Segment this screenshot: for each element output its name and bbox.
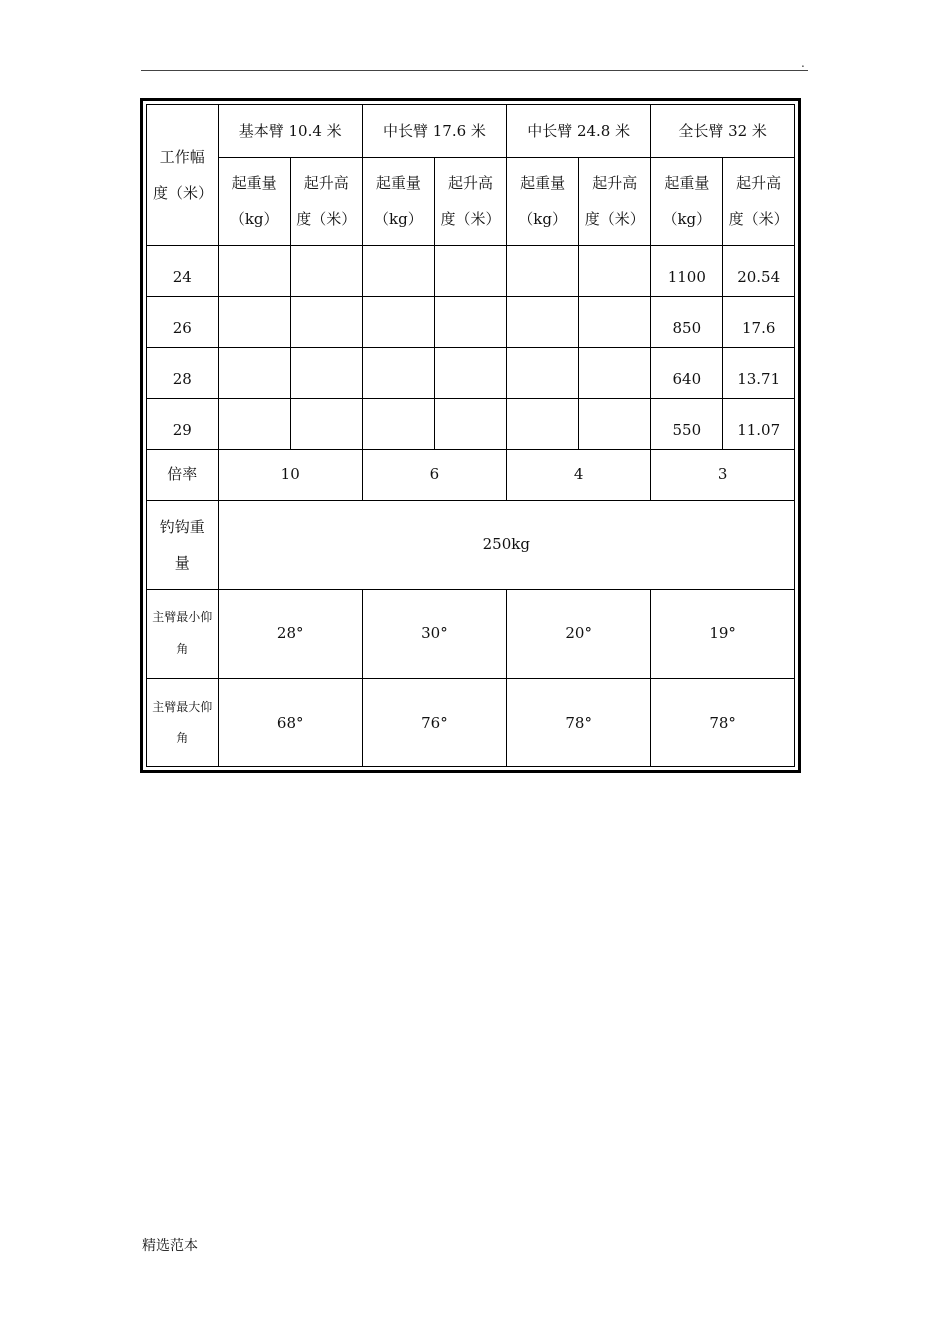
- table-row: [147, 347, 794, 398]
- table-row: [147, 398, 794, 449]
- ratio-row: [147, 449, 794, 500]
- value-cell: [218, 296, 290, 347]
- crane-load-table-frame: [140, 98, 801, 773]
- ratio-value: 4: [507, 449, 651, 500]
- value-cell: 11.07: [723, 398, 794, 449]
- value-cell: [434, 245, 506, 296]
- angle-value: 30°: [362, 589, 506, 678]
- min-angle-row: [147, 589, 794, 678]
- header-rule: [141, 70, 808, 71]
- value-cell: [579, 245, 651, 296]
- value-cell: [290, 398, 362, 449]
- ratio-value: 10: [218, 449, 362, 500]
- value-cell: [434, 347, 506, 398]
- value-cell: 850: [651, 296, 723, 347]
- hook-weight-row: [147, 500, 794, 589]
- value-cell: [290, 347, 362, 398]
- height-header: 起升高 度（米）: [579, 157, 651, 245]
- height-header: 起升高 度（米）: [434, 157, 506, 245]
- angle-value: 68°: [218, 678, 362, 767]
- load-header: 起重量 （kg）: [651, 157, 723, 245]
- angle-value: 78°: [507, 678, 651, 767]
- value-cell: 1100: [651, 245, 723, 296]
- table-row: [147, 245, 794, 296]
- value-cell: [434, 296, 506, 347]
- value-cell: [218, 347, 290, 398]
- angle-value: 78°: [651, 678, 794, 767]
- radius-cell: 26: [147, 296, 218, 347]
- max-angle-label: 主臂最大仰角: [147, 678, 218, 767]
- value-cell: [579, 296, 651, 347]
- value-cell: 17.6: [723, 296, 794, 347]
- value-cell: [507, 398, 579, 449]
- value-cell: 20.54: [723, 245, 794, 296]
- max-angle-row: [147, 678, 794, 767]
- value-cell: [362, 347, 434, 398]
- sub-header-row: [147, 157, 794, 245]
- load-header: 起重量 （kg）: [507, 157, 579, 245]
- value-cell: [434, 398, 506, 449]
- ratio-value: 3: [651, 449, 794, 500]
- value-cell: [218, 245, 290, 296]
- value-cell: 550: [651, 398, 723, 449]
- hook-weight-label: 钓钩重量: [147, 500, 218, 589]
- value-cell: [218, 398, 290, 449]
- radius-cell: 28: [147, 347, 218, 398]
- boom-header-2: 中长臂 17.6 米: [362, 105, 506, 157]
- hook-weight-value: 250kg: [218, 500, 794, 589]
- min-angle-label: 主臂最小仰角: [147, 589, 218, 678]
- boom-header-3: 中长臂 24.8 米: [507, 105, 651, 157]
- angle-value: 28°: [218, 589, 362, 678]
- angle-value: 76°: [362, 678, 506, 767]
- boom-header-1: 基本臂 10.4 米: [218, 105, 362, 157]
- value-cell: [507, 347, 579, 398]
- angle-value: 19°: [651, 589, 794, 678]
- radius-cell: 29: [147, 398, 218, 449]
- load-header: 起重量 （kg）: [362, 157, 434, 245]
- table-row: [147, 296, 794, 347]
- value-cell: [362, 296, 434, 347]
- header-mark: .: [801, 56, 805, 70]
- boom-header-4: 全长臂 32 米: [651, 105, 794, 157]
- value-cell: [579, 347, 651, 398]
- value-cell: [507, 245, 579, 296]
- ratio-label: 倍率: [147, 449, 218, 500]
- height-header: 起升高 度（米）: [290, 157, 362, 245]
- value-cell: 13.71: [723, 347, 794, 398]
- angle-value: 20°: [507, 589, 651, 678]
- crane-load-table: [147, 105, 794, 767]
- value-cell: [362, 245, 434, 296]
- load-header: 起重量 （kg）: [218, 157, 290, 245]
- value-cell: [362, 398, 434, 449]
- value-cell: 640: [651, 347, 723, 398]
- height-header: 起升高 度（米）: [723, 157, 794, 245]
- ratio-value: 6: [362, 449, 506, 500]
- value-cell: [290, 296, 362, 347]
- value-cell: [579, 398, 651, 449]
- boom-header-row: [147, 105, 794, 157]
- corner-label: 工作幅度（米）: [147, 105, 218, 245]
- footer-text: 精选范本: [142, 1238, 198, 1254]
- radius-cell: 24: [147, 245, 218, 296]
- value-cell: [507, 296, 579, 347]
- value-cell: [290, 245, 362, 296]
